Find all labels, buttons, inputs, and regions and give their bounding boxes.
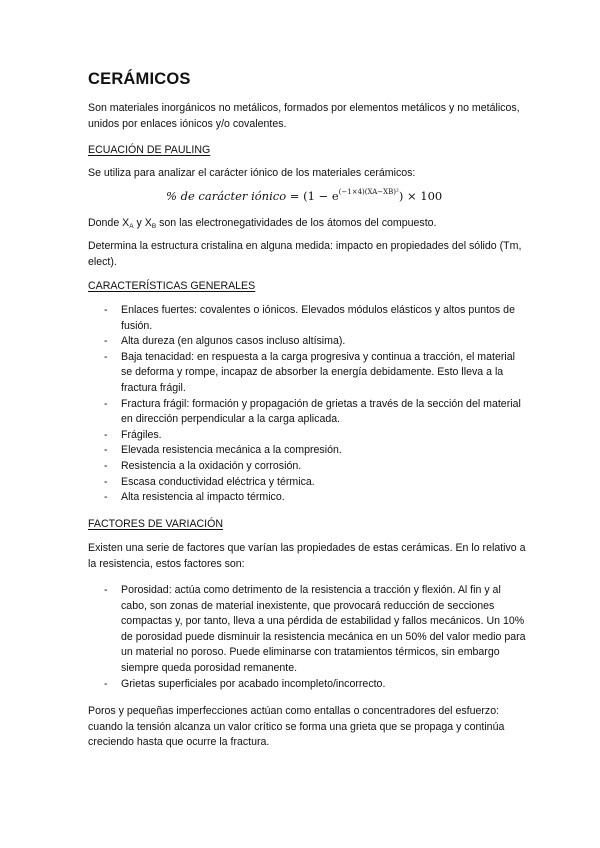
formula-lhs: % de carácter iónico (166, 189, 287, 203)
list-item: - Alta dureza (en algunos casos incluso altísima). (88, 334, 528, 350)
formula-middle: = (1 − e (286, 189, 339, 203)
pauling-heading: ECUACIÓN DE PAULING (88, 144, 211, 156)
list-item: - Fractura frágil: formación y propagación de grietas a través de la sección del material en dirección perpendicular a la carga aplicada. (88, 397, 528, 428)
general-heading: CARACTERÍSTICAS GENERALES (88, 280, 256, 292)
list-item: - Frágiles. (88, 428, 528, 444)
list-item: - Elevada resistencia mecánica a la compresión. (88, 443, 528, 459)
factors-heading: FACTORES DE VARIACIÓN (88, 518, 223, 530)
list-item: - Grietas superficiales por acabado incompleto/incorrecto. (88, 677, 528, 693)
formula-rhs: ) × 100 (398, 189, 443, 203)
formula-exponent: (−1×4)(XA−XB)² (338, 188, 399, 196)
list-item: - Escasa conductividad eléctrica y térmica. (88, 475, 528, 491)
pauling-description: Se utiliza para analizar el carácter iónico de los materiales cerámicos: (88, 167, 416, 179)
pauling-formula (166, 188, 506, 203)
intro-paragraph: Son materiales inorgánicos no metálicos, formados por elementos metálicos y no metálicos, unidos por enlaces iónicos y/o covalentes. (88, 102, 520, 130)
list-item: - Baja tenacidad: en respuesta a la carga progresiva y continua a tracción, el material se deforma y rompe, incapaz de absorber la energía debidamente. Esto lleva a la fractura frágil. (88, 350, 528, 397)
electronegativity-note: Donde $X_A$ y $X_B$ son las electronegatividades de los átomos del compuesto. (88, 217, 437, 230)
page-title: CERÁMICOS (88, 70, 191, 88)
general-list (88, 303, 528, 506)
structure-paragraph: Determina la estructura cristalina en alguna medida: impacto en propiedades del sólido (Tm, elect). (88, 240, 522, 268)
list-item: - Alta resistencia al impacto térmico. (88, 490, 528, 506)
list-item: - Porosidad: actúa como detrimento de la resistencia a tracción y flexión. Al fin y al cabo, son zonas de material inexistente, que provocará reducción de secciones compactas y, por tanto, lleva a una pérdida de estabilidad y fallos mecánicos. Un 10% de porosidad puede disminuir la resistencia mecánica en un 50% del valor medio para un material no poroso. Puede eliminarse con tratamientos térmicos, sin embargo siempre queda porosidad remanente. (88, 583, 528, 677)
factors-list (88, 583, 528, 692)
closing-paragraph: Poros y pequeñas imperfecciones actúan como entallas o concentradores del esfuerzo: cuando la tensión alcanza un valor crítico se forma una grieta que se propaga y continúa creciendo hasta que ocurre la fractura. (88, 705, 505, 749)
list-item: - Resistencia a la oxidación y corrosión. (88, 459, 528, 475)
list-item: - Enlaces fuertes: covalentes o iónicos. Elevados módulos elásticos y altos puntos de fusión. (88, 303, 528, 334)
factors-intro: Existen una serie de factores que varían las propiedades de estas cerámicas. En lo relativo a la resistencia, estos factores son: (88, 542, 526, 570)
